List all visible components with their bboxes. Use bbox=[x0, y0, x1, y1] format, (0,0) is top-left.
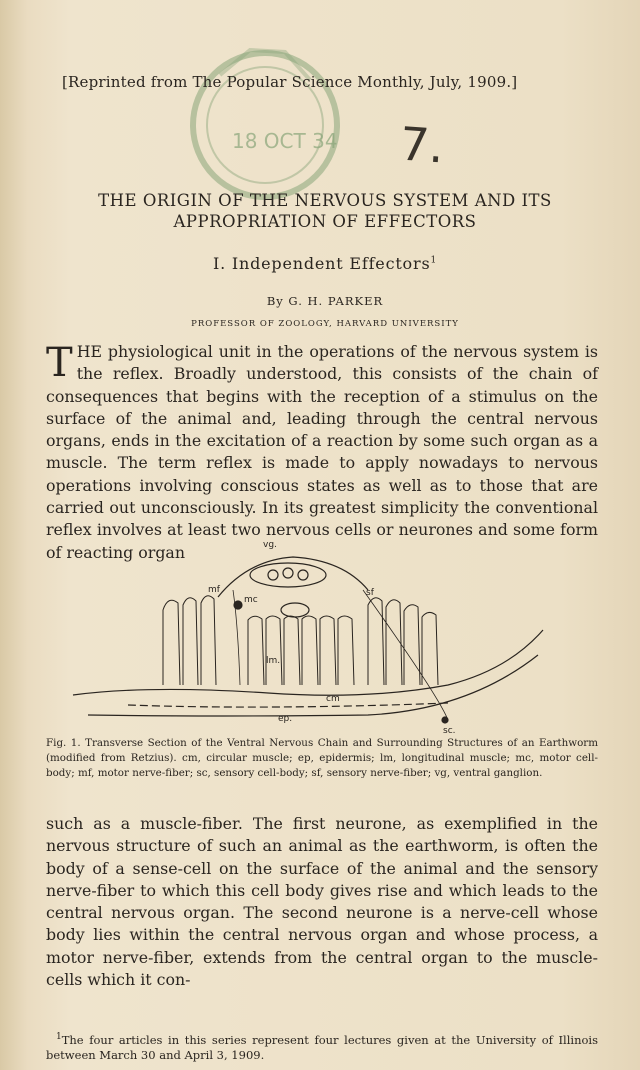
label-cm: cm bbox=[326, 694, 340, 704]
label-mf: mf bbox=[208, 585, 220, 595]
footnote bbox=[46, 1030, 598, 1064]
library-stamp bbox=[160, 30, 370, 210]
label-ep: ep. bbox=[278, 714, 293, 724]
paragraph-1-text: HE physiological unit in the operations of the nervous system is the reflex. Broadly understood, this consists of the chain of consequences that begins with the reception of a stimulus on the surface of the animal and, leading through the central nervous organs, ends in the excitation of a reaction by some such organ as a muscle. The term reflex is made to apply nowadays to nervous operations involving conscious states as well as to those that are carried out unconsciously. In its greatest simplicity the conventional reflex involves at least two nervous cells or neurones and some form of reacting organ bbox=[46, 342, 598, 562]
paragraph-2: such as a muscle-fiber. The first neurone, as exemplified in the nervous structure of such an animal as the earthworm, is often the body of a sense-cell on the surface of the animal and the sensory nerve-fiber to which this cell body gives rise and which leads to the central nervous organ. The second neurone is a nerve-cell whose body lies within the central nervous organ and whose process, a motor nerve-fiber, extends from the central organ to the muscle-cells which it con- bbox=[46, 814, 598, 990]
footnote-mark: 1 bbox=[56, 1032, 62, 1042]
label-lm: lm. bbox=[266, 656, 281, 666]
subtitle-text: I. Independent Effectors bbox=[213, 254, 431, 273]
paragraph-1 bbox=[46, 341, 598, 564]
reprint-line: [Reprinted from The Popular Science Monthly, July, 1909.] bbox=[62, 73, 518, 91]
author-line: By G. H. PARKER bbox=[266, 294, 384, 308]
footnote-text: The four articles in this series represent four lectures given at the University of Illinois between March 30 and April 3, 1909. bbox=[46, 1032, 598, 1063]
figure-earthworm-section bbox=[68, 535, 558, 735]
label-vg: vg. bbox=[263, 540, 277, 550]
article-title: THE ORIGIN OF THE NERVOUS SYSTEM AND ITS APPROPRIATION OF EFFECTORS bbox=[98, 191, 552, 231]
article-subtitle bbox=[40, 254, 610, 273]
figure-caption: Fig. 1. Transverse Section of the Ventral Nervous Chain and Surrounding Structures of an Earthworm (modified from Retzius). cm, circular muscle; ep, epidermis; lm, longitudinal muscle; mc, motor cell-body; mf, motor nerve-fiber; sc, sensory cell-body; sf, sensory nerve-fiber; vg, ventral ganglion. bbox=[46, 737, 598, 779]
subtitle-footnote-mark: 1 bbox=[430, 255, 437, 266]
affiliation-line: PROFESSOR OF ZOOLOGY, HARVARD UNIVERSITY bbox=[191, 319, 459, 329]
stamp-date: 18 OCT 34 bbox=[232, 129, 338, 153]
label-sf: sf bbox=[366, 588, 374, 598]
label-mc: mc bbox=[244, 595, 258, 605]
dropcap: T bbox=[46, 340, 73, 386]
handwritten-number: 7. bbox=[398, 116, 446, 174]
label-sc: sc. bbox=[443, 726, 456, 735]
